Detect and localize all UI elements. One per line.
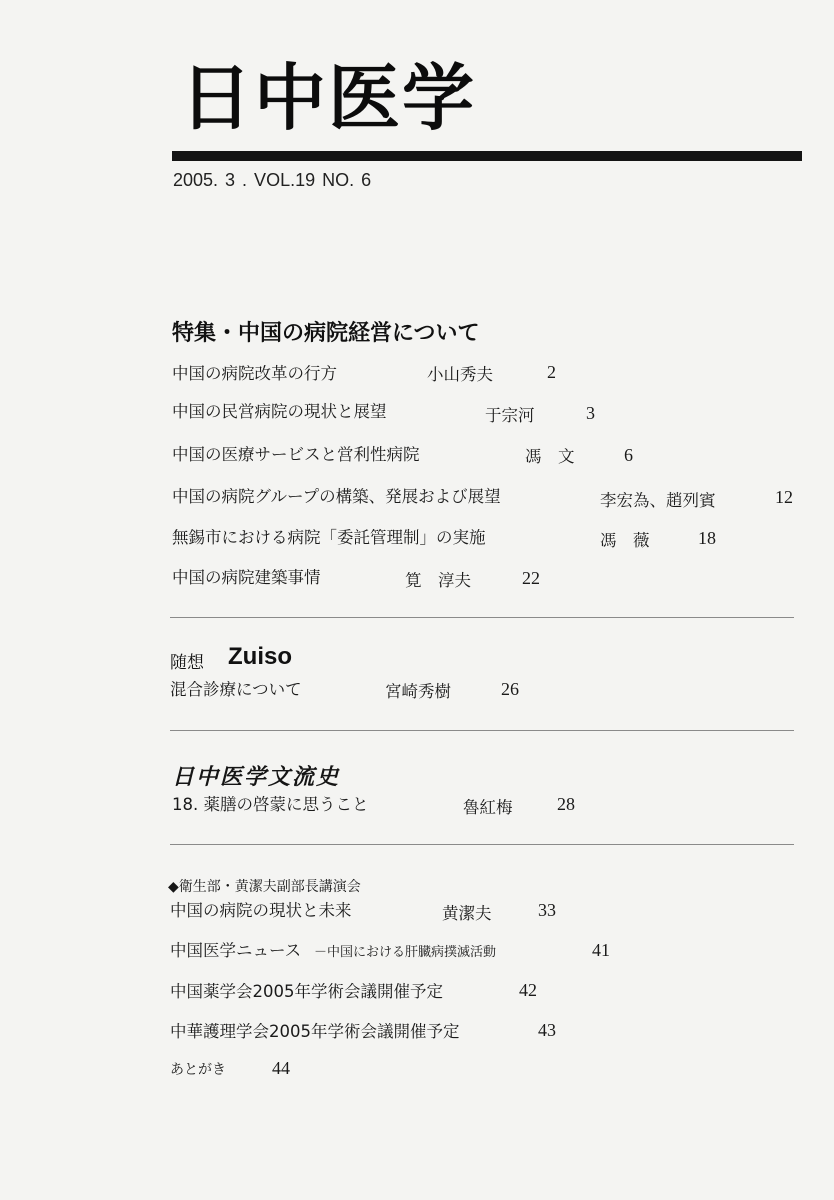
toc-item-page: 12 [775,487,793,507]
toc-item-title[interactable]: 中国薬学会2005年学術会議開催予定 [170,982,443,1001]
toc-item-title[interactable]: 中国医学ニュース [170,941,302,960]
toc-item-title[interactable]: 中華護理学会2005年学術会議開催予定 [170,1022,460,1041]
toc-item-page: 18 [698,528,716,548]
toc-item-author: 李宏為、趙列賓 [600,491,716,510]
zuiso-word: Zuiso [228,643,292,670]
lecture-label: ◆衛生部・黄潔夫副部長講演会 [168,879,361,895]
journal-title: 日中医学 [180,56,477,140]
toc-item-title[interactable]: 中国の病院建築事情 [172,568,321,587]
toc-item-author: 筧 淳夫 [405,571,471,590]
toc-item-page: 28 [557,794,575,814]
toc-item-page: 42 [519,980,537,1000]
toc-item-author: 黄潔夫 [442,904,492,923]
toc-item-page: 33 [538,900,556,920]
toc-item-page: 6 [624,445,633,465]
toc-item-title[interactable]: 中国の民営病院の現状と展望 [172,402,387,421]
toc-item-author: 魯紅梅 [463,798,513,817]
toc-item-subtitle: －中国における肝臓病撲滅活動 [314,945,497,960]
toc-item-author: 小山秀夫 [427,365,493,384]
issue-line: 2005. 3 . VOL.19 NO. 6 [173,170,372,190]
toc-item-page: 2 [547,362,556,382]
feature-heading: 特集・中国の病院経営について [172,321,480,346]
toc-item-author: 于宗河 [485,406,535,425]
toc-item-author: 宮崎秀樹 [385,682,451,701]
toc-item-page: 41 [592,940,610,960]
zuiso-label: 随想 [170,653,204,673]
toc-item-page: 43 [538,1020,556,1040]
title-rule [172,151,802,161]
toc-item-author: 馮 薇 [600,531,650,550]
toc-item-page: 22 [522,568,540,588]
toc-item-page: 3 [586,403,595,423]
toc-item-title[interactable]: あとがき [170,1062,226,1078]
history-heading: 日中医学文流史 [172,764,341,790]
toc-item-page: 44 [272,1058,290,1078]
section-divider [170,844,794,845]
section-divider [170,730,794,731]
toc-item-title[interactable]: 混合診療について [170,680,302,699]
toc-item-title[interactable]: 18. 薬膳の啓蒙に思うこと [172,795,369,814]
toc-item-title[interactable]: 中国の病院グループの構築、発展および展望 [172,487,501,506]
section-divider [170,617,794,618]
toc-item-title[interactable]: 中国の病院改革の行方 [172,364,337,383]
toc-item-title[interactable]: 無錫市における病院「委託管理制」の実施 [172,528,486,547]
toc-item-author: 馮 文 [525,447,575,466]
toc-item-title[interactable]: 中国の病院の現状と未来 [170,901,352,920]
toc-item-title[interactable]: 中国の医療サービスと営利性病院 [172,445,420,464]
toc-item-page: 26 [501,679,519,699]
